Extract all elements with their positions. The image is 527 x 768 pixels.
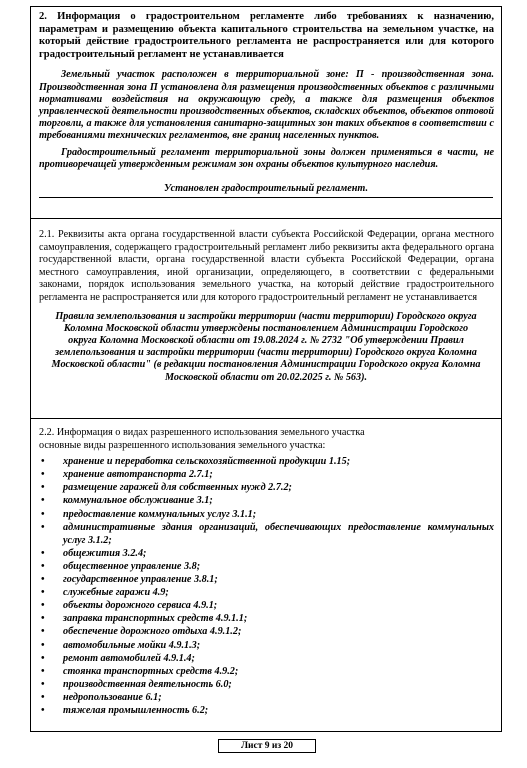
section-2-regulation: [31, 7, 501, 219]
permitted-use-label: предоставление коммунальных услуг 3.1.1;: [63, 508, 257, 520]
permitted-use-item: [39, 678, 494, 691]
permitted-use-label: обеспечение дорожного отдыха 4.9.1.2;: [63, 626, 242, 638]
heritage-note: Градостроительный регламент территориальной зоны должен применяться в части, не противоречащей утвержденным режимам зон охраны объектов культурного наследия.: [39, 146, 494, 170]
permitted-use-item: [39, 586, 494, 599]
permitted-use-label: автомобильные мойки 4.9.1.3;: [63, 639, 201, 651]
permitted-use-label: размещение гаражей для собственных нужд 2.7.2;: [63, 482, 292, 494]
permitted-use-label: общественное управление 3.8;: [63, 560, 201, 572]
permitted-use-label: ремонт автомобилей 4.9.1.4;: [63, 652, 195, 664]
bullet-icon: •: [41, 456, 45, 468]
permitted-use-item: [39, 508, 494, 521]
bullet-icon: •: [41, 678, 45, 690]
permitted-use-label: стоянка транспортных средств 4.9.2;: [63, 665, 239, 677]
permitted-use-label: служебные гаражи 4.9;: [63, 587, 169, 599]
permitted-uses-subheading: основные виды разрешенного использования земельного участка:: [39, 439, 326, 451]
permitted-use-item: [39, 665, 494, 678]
permitted-use-item: [39, 573, 494, 586]
bullet-icon: •: [41, 665, 45, 677]
permitted-use-item: [39, 625, 494, 638]
bullet-icon: •: [41, 704, 45, 716]
bullet-icon: •: [41, 626, 45, 638]
permitted-use-item: [39, 560, 494, 573]
bullet-icon: •: [41, 587, 45, 599]
bullet-icon: •: [41, 482, 45, 494]
permitted-use-item: [39, 521, 494, 547]
rules-reference: Правила землепользования и застройки территории (части территории) Городского округа Коломна Московской области утверждены постановлением Администрации Городского округа Коломна Московской области от 19.08.2024 г. № 2732 "Об утверждении Правил землепользования и застройки территории (части территории) Городского округа Коломна Московской области" (в редакции постановления Администрации Городского округа Коломна Московской области от 20.02.2025 г. № 563).: [51, 310, 481, 383]
permitted-uses-list: [31, 455, 501, 717]
zone-description: Земельный участок расположен в территориальной зоне: П - производственная зона. Производственная зона П установлена для размещения производственных объектов с различными нормативами воздействия на окружающую среду, а также для размещения объектов управленческой деятельности производственных объектов, складских объектов, объектов оптовой торговли, а также для установления санитарно-защитных зон таких объектов в соответствии с требованиями технических регламентов, вне границ населенных пунктов.: [39, 69, 494, 142]
regulation-established: Установлен градостроительный регламент.: [39, 183, 493, 198]
bullet-icon: •: [41, 547, 45, 559]
bullet-icon: •: [41, 495, 45, 507]
permitted-use-label: тяжелая промышленность 6.2;: [63, 704, 209, 716]
permitted-use-label: коммунальное обслуживание 3.1;: [63, 495, 213, 507]
permitted-uses-heading: 2.2. Информация о видах разрешенного использования земельного участка: [39, 427, 365, 438]
section-2-1-act-details: [31, 219, 501, 419]
permitted-use-label: государственное управление 3.8.1;: [63, 574, 218, 586]
bullet-icon: •: [41, 600, 45, 612]
permitted-use-label: административные здания организаций, обеспечивающих предоставление коммунальных услуг 3.1.2;: [63, 521, 494, 546]
bullet-icon: •: [41, 560, 45, 572]
section-2-heading: 2. Информация о градостроительном регламенте либо требованиях к назначению, параметрам и размещению объекта капитального строительства на земельном участке, на который действие градостроительного регламента не распространяется или для которого градостроительный регламент не устанавливается: [39, 11, 494, 60]
act-details-text: 2.1. Реквизиты акта органа государственной власти субъекта Российской Федерации, органа местного самоуправления, содержащего градостроительный регламент либо реквизиты акта федерального органа государственной власти, органа государственной власти субъекта Российской Федерации, органа местного самоуправления, иной организации, определяющего, в соответствии с федеральными законами, порядок использования земельного участка, на который действие градостроительного регламента не распространяется или для которого градостроительный регламент не устанавливается: [39, 229, 494, 303]
page-number: Лист 9 из 20: [218, 739, 316, 753]
section-2-2-permitted-uses: [31, 419, 501, 731]
permitted-use-label: заправка транспортных средств 4.9.1.1;: [63, 613, 248, 625]
bullet-icon: •: [41, 639, 45, 651]
permitted-use-item: [39, 639, 494, 652]
permitted-use-item: [39, 547, 494, 560]
permitted-use-label: хранение и переработка сельскохозяйственной продукции 1.15;: [63, 456, 351, 468]
permitted-use-label: недропользование 6.1;: [63, 691, 162, 703]
permitted-use-item: [39, 704, 494, 717]
bullet-icon: •: [41, 508, 45, 520]
permitted-use-item: [39, 652, 494, 665]
permitted-use-label: общежития 3.2.4;: [63, 547, 147, 559]
bullet-icon: •: [41, 691, 45, 703]
permitted-use-item: [39, 599, 494, 612]
permitted-use-item: [39, 455, 494, 468]
bullet-icon: •: [41, 469, 45, 481]
permitted-use-item: [39, 612, 494, 625]
permitted-use-label: объекты дорожного сервиса 4.9.1;: [63, 600, 218, 612]
document-frame: [30, 6, 502, 732]
bullet-icon: •: [41, 652, 45, 664]
permitted-use-item: [39, 691, 494, 704]
bullet-icon: •: [41, 521, 45, 533]
bullet-icon: •: [41, 613, 45, 625]
permitted-use-label: хранение автотранспорта 2.7.1;: [63, 469, 213, 481]
permitted-use-item: [39, 481, 494, 494]
permitted-use-item: [39, 468, 494, 481]
permitted-use-label: производственная деятельность 6.0;: [63, 678, 232, 690]
permitted-use-item: [39, 494, 494, 507]
bullet-icon: •: [41, 574, 45, 586]
